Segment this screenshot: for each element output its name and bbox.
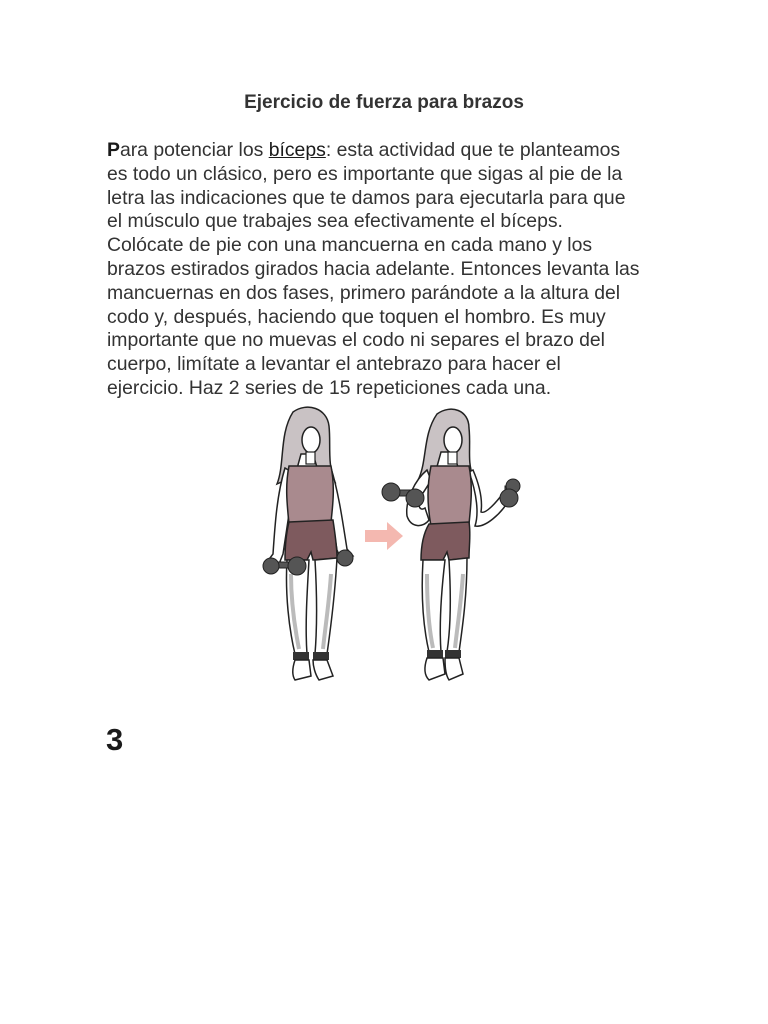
exercise-paragraph [107,139,677,401]
document-title: Ejercicio de fuerza para brazos [244,92,524,113]
paragraph-line: el músculo que trabajes sea efectivamente el bíceps. [107,210,563,233]
paragraph-line: importante que no muevas el codo ni separes el brazo del [107,329,605,352]
arrow-right-icon [365,522,403,550]
paragraph-line: letra las indicaciones que te damos para ejecutarla para que [107,186,626,209]
figure-arms-down [263,407,353,680]
biceps-curl-illustration [255,404,530,689]
paragraph-line: codo y, después, haciendo que toquen el hombro. Es muy [107,305,606,328]
paragraph-line-1 [107,139,677,163]
dumbbell-icon [500,479,520,507]
paragraph-line: cuerpo, limítate a levantar el antebrazo para hacer el [107,353,561,376]
drop-cap: P [107,139,120,161]
dumbbell-icon [337,550,353,566]
paragraph-line: es todo un clásico, pero es importante que sigas al pie de la [107,162,623,185]
paragraph-line: ejercicio. Haz 2 series de 15 repeticiones cada una. [107,376,552,399]
paragraph-line: brazos estirados girados hacia adelante. Entonces levanta las [107,257,640,280]
paragraph-line: Colócate de pie con una mancuerna en cada mano y los [107,234,593,257]
paragraph-line-1-start: ara potenciar los [119,139,269,161]
biceps-link[interactable]: bíceps [268,139,326,161]
paragraph-line-1-end: : esta actividad que te planteamos [325,139,621,161]
paragraph-line: mancuernas en dos fases, primero parándote a la altura del [107,281,621,304]
page-number: 3 [106,722,124,757]
figure-arms-curled [382,409,520,680]
